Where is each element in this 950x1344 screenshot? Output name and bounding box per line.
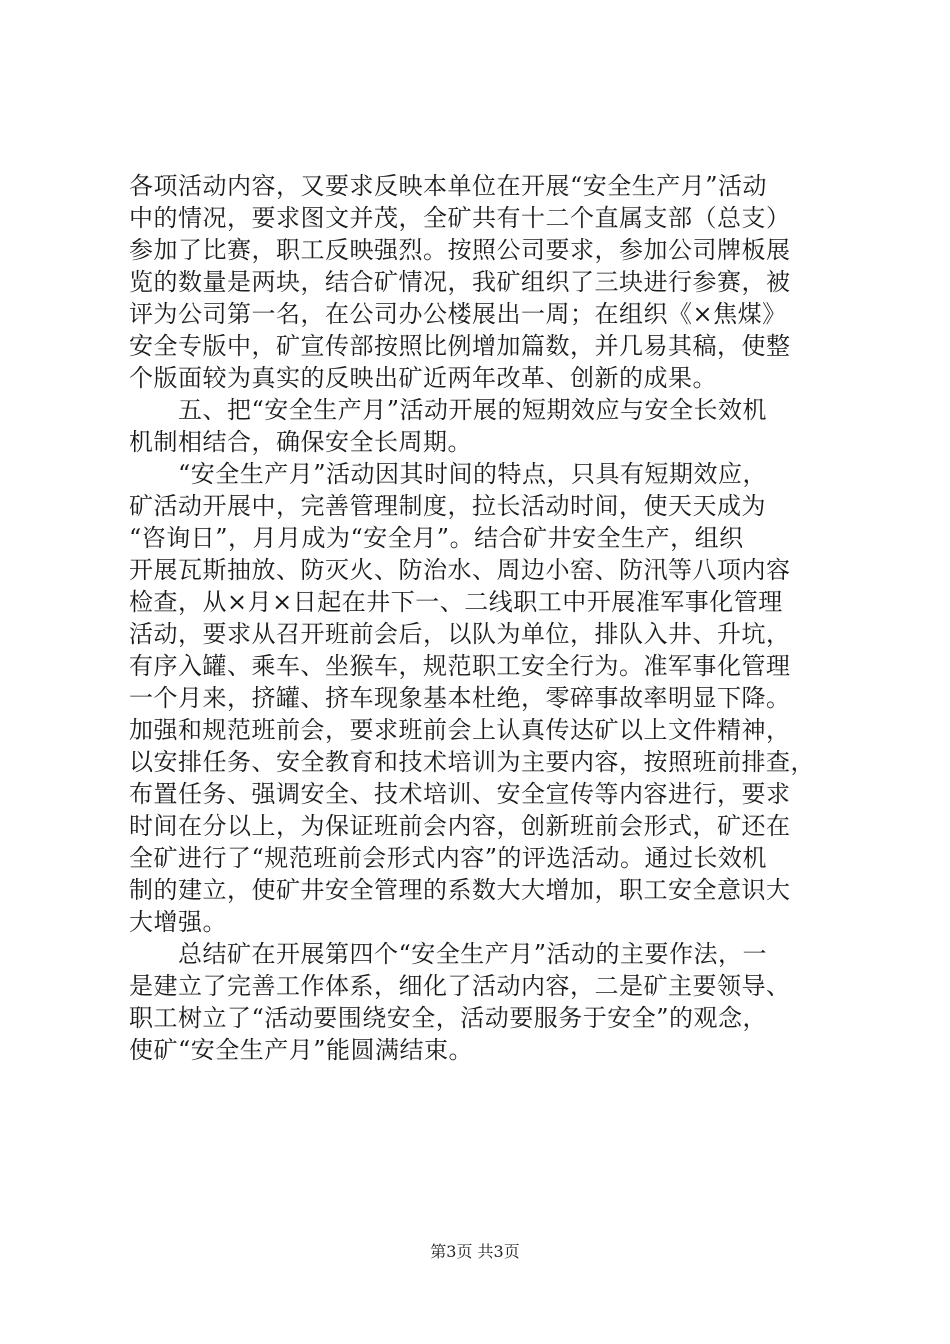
text-line: 有序入罐、乘车、坐猴车，规范职工安全行为。准军事化管理 (129, 652, 791, 680)
text-line: 使矿“安全生产月”能圆满结束。 (129, 1036, 474, 1064)
text-line: 开展瓦斯抽放、防灭火、防治水、周边小窑、防汛等八项内容 (129, 556, 791, 584)
text-line: 加强和规范班前会，要求班前会上认真传达矿以上文件精神， (129, 716, 791, 744)
text-line: 活动，要求从召开班前会后，以队为单位，排队入井、升坑， (129, 620, 791, 648)
text-line: 个版面较为真实的反映出矿近两年改革、创新的成果。 (129, 364, 717, 392)
body-text (129, 170, 829, 1066)
text-line: 一个月来，挤罐、挤车现象基本杜绝，零碎事故率明显下降。 (129, 684, 791, 712)
text-line: 全矿进行了“规范班前会形式内容”的评选活动。通过长效机 (129, 844, 768, 872)
page-footer (0, 1242, 950, 1262)
page-number-label: 第3页 共3页 (430, 1242, 520, 1261)
text-line: 是建立了完善工作体系，细化了活动内容，二是矿主要领导、 (129, 972, 791, 1000)
text-line: 各项活动内容，又要求反映本单位在开展“安全生产月”活动 (129, 172, 768, 200)
text-line: 布置任务、强调安全、技术培训、安全宣传等内容进行，要求 (129, 780, 791, 808)
text-line: 制的建立，使矿井安全管理的系数大大增加，职工安全意识大 (129, 876, 791, 904)
text-line: “咨询日”，月月成为“安全月”。结合矿井安全生产，组织 (129, 524, 744, 552)
text-line: 评为公司第一名，在公司办公楼展出一周；在组织《×焦煤》 (129, 300, 787, 328)
text-line: 时间在分以上，为保证班前会内容，创新班前会形式，矿还在 (129, 812, 791, 840)
section-heading-line: 机制相结合，确保安全长周期。 (129, 428, 472, 456)
text-line: 职工树立了“活动要围绕安全，活动要服务于安全”的观念， (129, 1004, 768, 1032)
text-line: 安全专版中，矿宣传部按照比例增加篇数，并几易其稿，使整 (129, 332, 791, 360)
text-line: 总结矿在开展第四个“安全生产月”活动的主要作法，一 (129, 940, 768, 968)
text-line: “安全生产月”活动因其时间的特点，只具有短期效应， (129, 460, 768, 488)
text-line: 览的数量是两块，结合矿情况，我矿组织了三块进行参赛，被 (129, 268, 791, 296)
text-line: 中的情况，要求图文并茂，全矿共有十二个直属支部（总支） (129, 204, 791, 232)
text-line: 以安排任务、安全教育和技术培训为主要内容，按照班前排查， (129, 748, 815, 776)
text-line: 大增强。 (129, 908, 227, 936)
text-line: 矿活动开展中，完善管理制度，拉长活动时间，使天天成为 (129, 492, 766, 520)
text-line: 检查，从×月×日起在井下一、二线职工中开展准军事化管理 (129, 588, 783, 616)
section-heading-line: 五、把“安全生产月”活动开展的短期效应与安全长效机 (129, 396, 768, 424)
text-line: 参加了比赛，职工反映强烈。按照公司要求，参加公司牌板展 (129, 236, 791, 264)
